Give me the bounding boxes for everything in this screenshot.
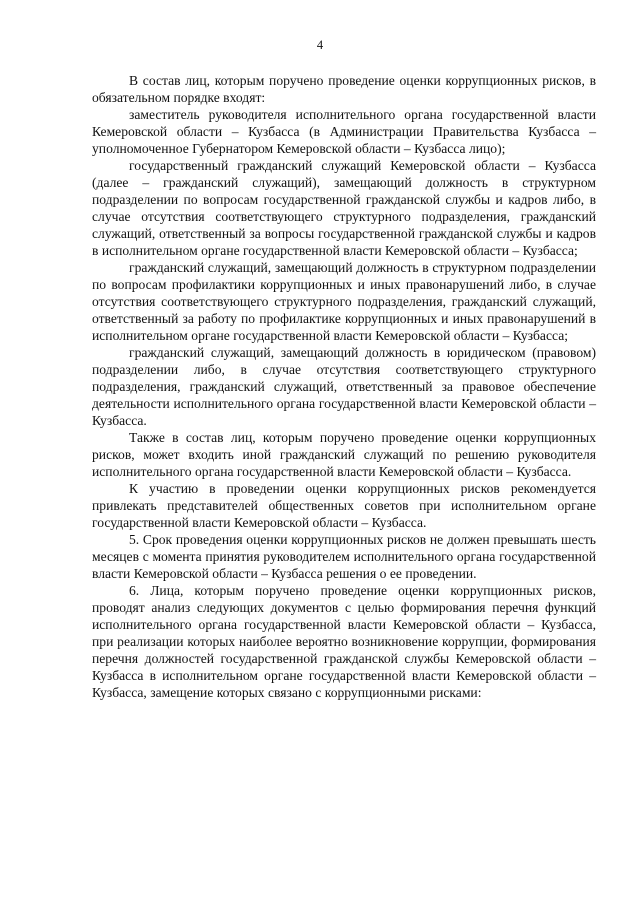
paragraph-other-servant: Также в состав лиц, которым поручено проведение оценки коррупционных рисков, может входить иной гражданский служащий по решению руководителя исполнительного органа государственной власти Кемеровской области – Кузбасса. — [92, 430, 596, 479]
page-number: 4 — [316, 38, 324, 52]
paragraph-anticorruption-servant: гражданский служащий, замещающий должность в структурном подразделении по вопросам профилактики коррупционных и иных правонарушений либо, в случае отсутствия соответствующего структурного подразделения, гражданский служащий, ответственный за работу по профилактике коррупционных и иных правонарушений в исполнительном органе государственной власти Кемеровской области – Кузбасса; — [92, 260, 596, 343]
paragraph-item-5: 5. Срок проведения оценки коррупционных рисков не должен превышать шесть месяцев с момента принятия руководителем исполнительного органа государственной власти Кемеровской области – Кузбасса решения о ее проведении. — [92, 532, 596, 581]
paragraph-hr-servant: государственный гражданский служащий Кемеровской области – Кузбасса (далее – гражданский служащий), замещающий должность в структурном подразделении по вопросам государственной гражданской службы и кадров либо, в случае отсутствия соответствующего структурного подразделения, гражданский служащий, ответственный за вопросы государственной гражданской службы и кадров в исполнительном органе государственной власти Кемеровской области – Кузбасса; — [92, 158, 596, 258]
paragraph-item-6: 6. Лица, которым поручено проведение оценки коррупционных рисков, проводят анализ следующих документов с целью формирования перечня функций исполнительного органа государственной власти Кемеровской области – Кузбасса, при реализации которых наиболее вероятно возникновение коррупции, формирования перечня должностей государственной гражданской службы Кемеровской области – Кузбасса в исполнительном органе государственной власти Кемеровской области – Кузбасса, замещение которых связано с коррупционными рисками: — [92, 583, 596, 700]
paragraph-public-councils: К участию в проведении оценки коррупционных рисков рекомендуется привлекать представителей общественных советов при исполнительном органе государственной власти Кемеровской области – Кузбасса. — [92, 481, 596, 530]
paragraph-legal-servant: гражданский служащий, замещающий должность в юридическом (правовом) подразделении либо, в случае отсутствия соответствующего структурного подразделения, гражданский служащий, ответственный за правовое обеспечение деятельности исполнительного органа государственной власти Кемеровской области – Кузбасса. — [92, 345, 596, 428]
paragraph-intro: В состав лиц, которым поручено проведение оценки коррупционных рисков, в обязательном порядке входят: — [92, 73, 596, 105]
paragraph-deputy-head: заместитель руководителя исполнительного органа государственной власти Кемеровской области – Кузбасса (в Администрации Правительства Кузбасса – уполномоченное Губернатором Кемеровской области – Кузбасса лицо); — [92, 107, 596, 156]
document-body — [92, 72, 596, 701]
